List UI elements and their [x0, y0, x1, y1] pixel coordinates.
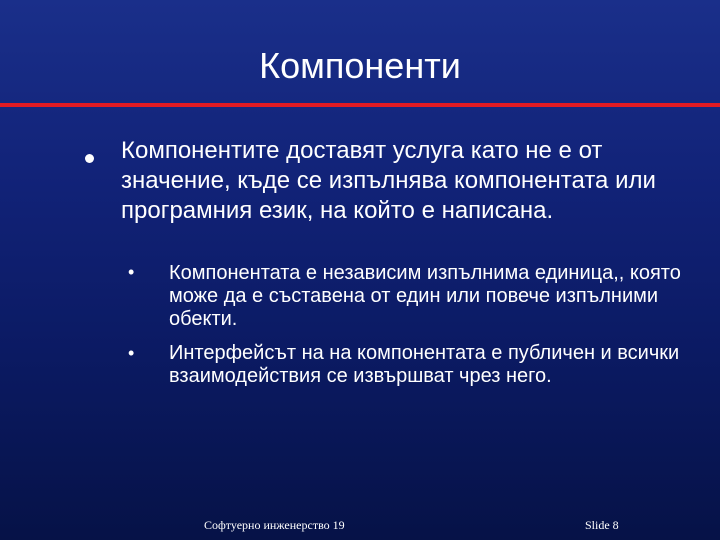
main-bullet-text: Компонентите доставят услуга като не е от значение, къде се изпълнява компонентата или програмния език, на който е написана.	[121, 137, 656, 224]
sub-bullet-text-2: Интерфейсът на на компонентата е публичен и всички взаимодействия се извършват чрез него.	[169, 342, 680, 387]
footer-slide-number: Slide 8	[585, 518, 619, 532]
slide-title: Компоненти	[259, 45, 461, 86]
sub-bullet-marker-2: •	[128, 343, 135, 363]
footer-course-title: Софтуерно инженерство 19	[204, 518, 345, 532]
title-divider	[0, 103, 720, 107]
sub-bullet-text-1: Компонентата е независим изпълнима единица,, която може да е съставена от един или повече изпълними обекти.	[169, 262, 681, 330]
sub-bullet-marker-1: •	[128, 262, 135, 282]
main-bullet-dot	[85, 154, 94, 163]
